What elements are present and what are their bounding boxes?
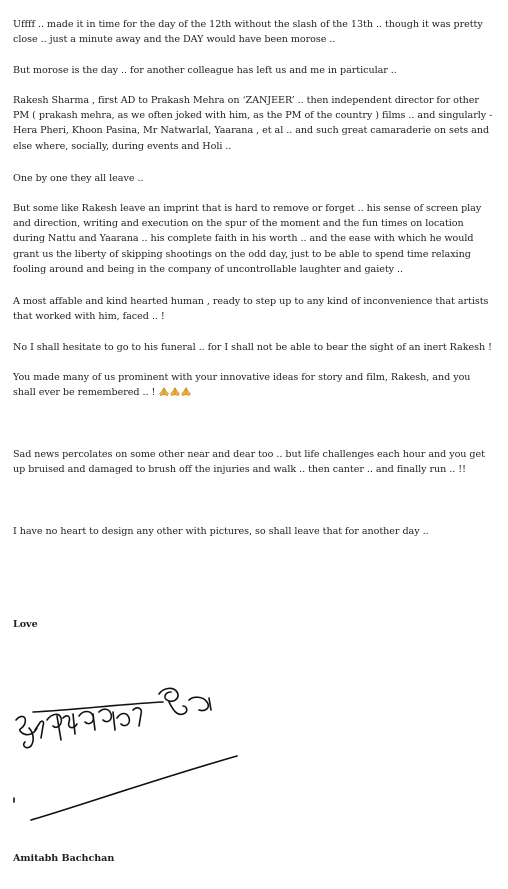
paragraph-affable: A most affable and kind hearted human , ready to step up to any kind of inconvenience that artists that worked with him, faced .. !	[13, 296, 489, 323]
paragraph-remembered	[13, 370, 493, 400]
paragraph-morose: But morose is the day .. for another colleague has left us and me in particular ..	[13, 65, 397, 76]
folded-hands-icon-3	[181, 387, 191, 396]
remembered-text: You made many of us prominent with your innovative ideas for story and film, Rakesh, and you shall ever be remembered .. !	[13, 372, 471, 399]
paragraph-intro: Uffff .. made it in time for the day of the 12th without the slash of the 13th .. though it was pretty close .. just a minute away and the DAY would have been morose ..	[13, 19, 483, 46]
paragraph-no-heart: I have no heart to design any other with pictures, so shall leave that for another day ..	[13, 526, 429, 537]
handwritten-signature	[13, 680, 253, 830]
folded-hands-icon	[158, 387, 191, 398]
paragraph-funeral: No I shall hesitate to go to his funeral .. for I shall not be able to bear the sight of an inert Rakesh !	[13, 342, 492, 353]
author-name: Amitabh Bachchan	[13, 853, 115, 864]
paragraph-rakesh-sharma: Rakesh Sharma , first AD to Prakash Mehra on ‘ZANJEER’ .. then independent director for other PM ( prakash mehra, as we often joked with him, as the PM of the country ) films .. and singularly - Hera Pheri, Khoon Pasina, Mr Natwarlal, Yaarana , et al .. and such great camaraderie on sets and else where, socially, during events and Holi ..	[13, 95, 493, 152]
folded-hands-icon-2	[170, 387, 180, 396]
paragraph-one-by-one: One by one they all leave ..	[13, 173, 144, 184]
paragraph-imprint: But some like Rakesh leave an imprint that is hard to remove or forget .. his sense of screen play and direction, writing and execution on the spur of the moment and the fun times on location during Nattu and Yaarana .. his complete faith in his worth .. and the ease with which he would grant us the liberty of skipping shootings on the odd day, just to be able to spend time relaxing fooling around and being in the company of uncontrollable laughter and gaiety ..	[13, 203, 482, 275]
closing-love: Love	[13, 619, 38, 630]
paragraph-sad-news: Sad news percolates on some other near and dear too .. but life challenges each hour and you get up bruised and damaged to brush off the injuries and walk .. then canter .. and finally run .. !!	[13, 449, 485, 476]
folded-hands-icon-1	[159, 387, 169, 396]
